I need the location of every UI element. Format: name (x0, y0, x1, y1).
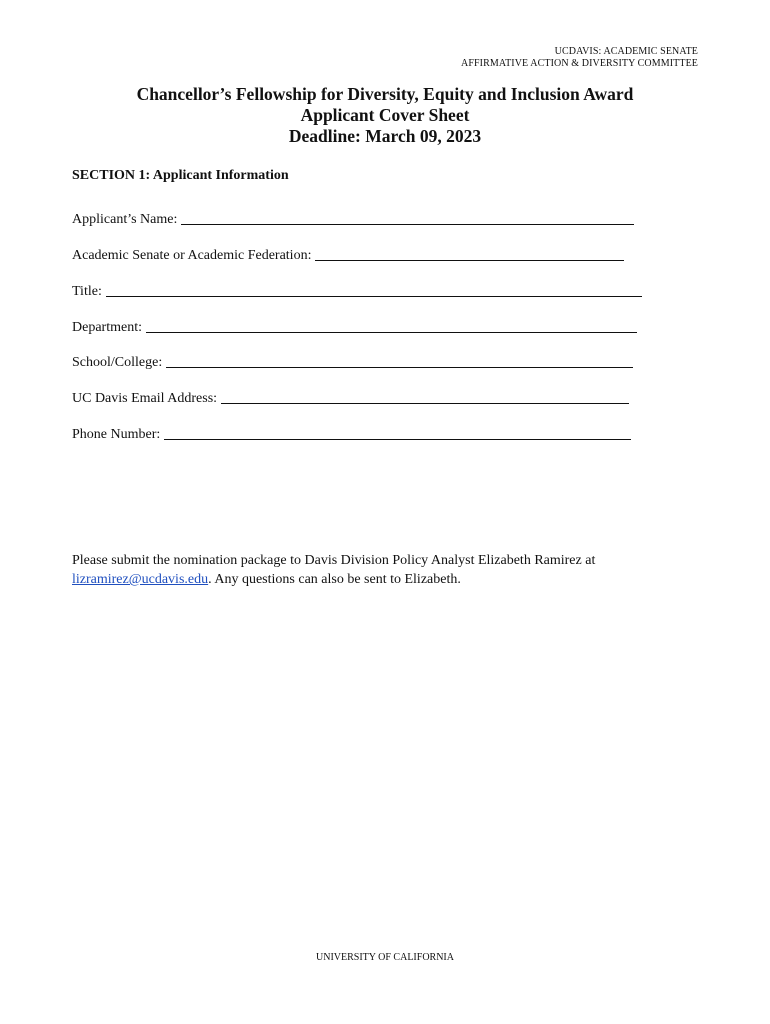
field-label: School/College: (72, 355, 163, 370)
field-applicant-name (72, 212, 634, 228)
field-school-college (72, 355, 633, 371)
department-input-line[interactable] (146, 332, 637, 333)
submission-note (72, 551, 672, 589)
field-label: Academic Senate or Academic Federation: (72, 248, 312, 263)
email-input-line[interactable] (221, 403, 629, 404)
school-college-input-line[interactable] (166, 367, 633, 368)
applicant-name-input-line[interactable] (181, 224, 634, 225)
field-label: Department: (72, 320, 142, 335)
phone-input-line[interactable] (164, 439, 631, 440)
field-senate-federation (72, 248, 624, 264)
header-committee: AFFIRMATIVE ACTION & DIVERSITY COMMITTEE (461, 58, 698, 69)
page-footer: UNIVERSITY OF CALIFORNIA (316, 952, 454, 963)
email-link[interactable]: lizramirez@ucdavis.edu (72, 572, 209, 587)
document-title (0, 84, 770, 147)
note-text-after: . Any questions can also be sent to Elizabeth. (208, 572, 461, 587)
field-email (72, 391, 629, 407)
deadline: Deadline: March 09, 2023 (288, 126, 482, 146)
header-senate: UCDAVIS: ACADEMIC SENATE (554, 46, 698, 57)
title-input-line[interactable] (106, 296, 642, 297)
field-department (72, 320, 637, 336)
cover-sheet-title: Applicant Cover Sheet (300, 105, 470, 125)
note-text-before: Please submit the nomination package to Davis Division Policy Analyst Elizabeth Ramirez at (72, 553, 596, 568)
field-label: Applicant’s Name: (72, 212, 178, 227)
section-heading: SECTION 1: Applicant Information (72, 168, 289, 183)
field-label: UC Davis Email Address: (72, 391, 218, 406)
field-title (72, 284, 642, 300)
page-header (461, 46, 698, 70)
field-label: Title: (72, 284, 102, 299)
award-title: Chancellor’s Fellowship for Diversity, Equity and Inclusion Award (136, 84, 634, 104)
field-phone (72, 427, 631, 443)
senate-federation-input-line[interactable] (315, 260, 624, 261)
field-label: Phone Number: (72, 427, 161, 442)
